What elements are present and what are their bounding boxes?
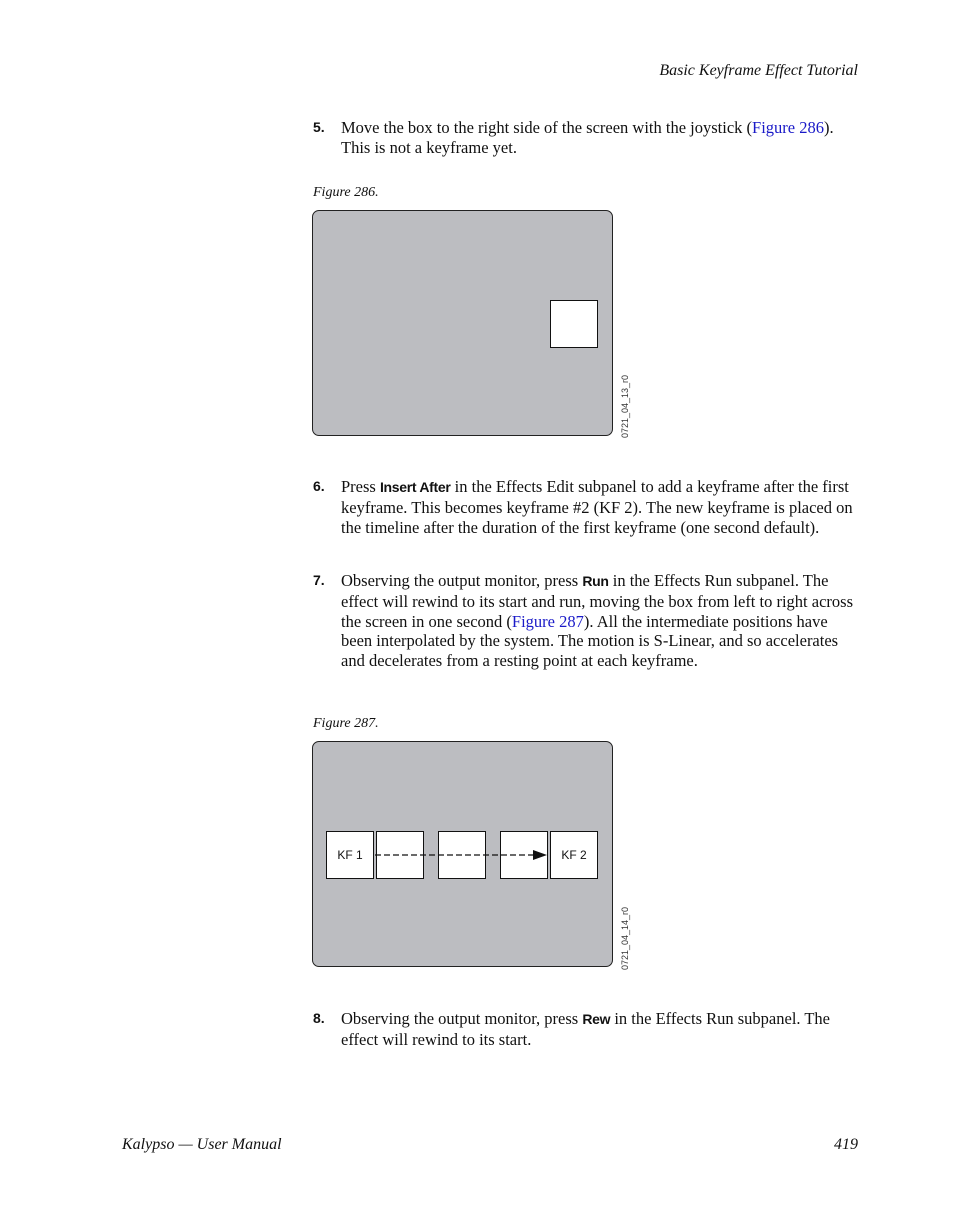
keyframe-2-label: KF 2 [561, 848, 587, 862]
step-number: 6. [313, 478, 325, 494]
figure-287-id: 0721_04_14_r0 [620, 906, 630, 970]
moved-box [550, 300, 598, 348]
figure-287-caption: Figure 287. [313, 716, 379, 731]
figure-286-id: 0721_04_13_r0 [620, 374, 630, 438]
insert-after-keyword: Insert After [379, 479, 451, 495]
running-header: Basic Keyframe Effect Tutorial [659, 62, 858, 79]
step-8 [313, 1009, 858, 1050]
rew-keyword: Rew [582, 1011, 611, 1027]
figure-286-caption: Figure 286. [313, 185, 379, 200]
step-text: Observing the output monitor, press Run in the Effects Run subpanel. The effect will rewind to its start and run, moving the box from left to right across the screen in one second (Figure 287). All the intermediate positions have been interpolated by the system. The motion is S-Linear, and so accelerates and decelerates from a resting point at each keyframe. [341, 571, 853, 671]
figure-286-screen [312, 210, 613, 436]
figure-286-link[interactable]: Figure 286 [752, 118, 825, 137]
footer-manual-title: Kalypso — User Manual [122, 1136, 282, 1153]
step-5 [313, 118, 858, 158]
step-number: 7. [313, 572, 325, 588]
step-text: Observing the output monitor, press Rew in the Effects Run subpanel. The effect will rewind to its start. [341, 1009, 831, 1049]
step-text: Press Insert After in the Effects Edit subpanel to add a keyframe after the first keyframe. This becomes keyframe #2 (KF 2). The new keyframe is placed on the timeline after the duration of the first keyframe (one second default). [341, 477, 853, 537]
step-text: Move the box to the right side of the screen with the joystick (Figure 286). This is not a keyframe yet. [341, 118, 834, 157]
motion-path-arrow [313, 742, 611, 965]
step-number: 8. [313, 1010, 325, 1026]
step-number: 5. [313, 119, 325, 135]
run-keyword: Run [582, 573, 609, 589]
page-number: 419 [834, 1136, 858, 1153]
step-7 [313, 571, 858, 671]
figure-287-link[interactable]: Figure 287 [511, 611, 584, 631]
keyframe-1-label: KF 1 [337, 848, 363, 862]
step-6 [313, 477, 858, 537]
figure-287-screen [312, 741, 613, 967]
